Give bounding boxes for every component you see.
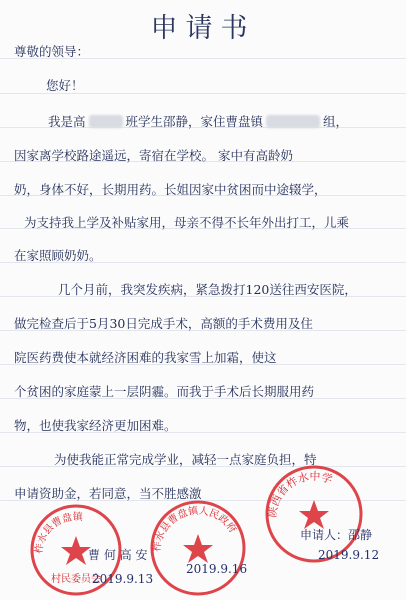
para3-line2: 申请资助金，若同意，当不胜感激	[14, 486, 202, 501]
para1-line1-c: 组，	[323, 114, 349, 129]
redaction-mark	[89, 115, 123, 128]
village-stamp-sub: 村民委员会	[51, 574, 101, 585]
para1-line5: 在家照顾奶奶。	[14, 248, 102, 263]
para2-line4: 个贫困的家庭蒙上一层阴霾。而我于手术后长期服用药	[14, 384, 315, 399]
para1-line2: 因家离学校路途遥远，寄宿在学校。 家中有高龄奶	[14, 148, 293, 163]
village-official-signature: 曹 何 高 安	[88, 548, 148, 562]
school-stamp-text: 陕西省柞水中学	[265, 469, 335, 519]
svg-text:陕西省柞水中学	[265, 469, 334, 519]
para1-line1-b: 班学生邵静，家住曹盘镇	[125, 114, 264, 129]
para1-line1-a: 我是高	[48, 114, 86, 129]
para2-line5: 物，也使我家经济更加困难。	[14, 418, 177, 433]
para1-line3: 奶，身体不好，长期用药。长姐因家中贫困而中途辍学，	[14, 182, 327, 197]
applicant-name: 邵静	[348, 528, 373, 542]
redaction-mark	[266, 115, 320, 128]
salutation: 尊敬的领导：	[14, 44, 90, 59]
village-stamp-text: 柞水县曹盘镇	[33, 511, 84, 555]
applicant-label: 申请人：	[300, 528, 349, 542]
greeting: 您好！	[46, 78, 84, 93]
town-stamp-text: 柞水县曹盘镇人民政府	[151, 505, 238, 553]
applicant-date: 2019.9.12	[318, 548, 380, 562]
applicant-line	[300, 526, 372, 543]
para1-line1	[48, 112, 348, 130]
town-government-stamp	[148, 498, 248, 598]
para2-line1: 几个月前，我突发疾病，紧急拨打120送往西安医院，	[58, 282, 357, 297]
para1-line4: 为支持我上学及补贴家用，母亲不得不长年外出打工，儿乘	[24, 215, 350, 230]
para2-line2: 做完检查后于5月30日完成手术，高额的手术费用及住	[14, 316, 313, 331]
document-title: 申请书	[150, 13, 256, 44]
para3-line1: 为使我能正常完成学业，减轻一点家庭负担，特	[54, 452, 317, 467]
village-date: 2019.9.13	[92, 572, 154, 586]
para2-line3: 院医药费使本就经济困难的我家雪上加霜，使这	[14, 350, 277, 365]
town-date: 2019.9.16	[186, 562, 248, 576]
